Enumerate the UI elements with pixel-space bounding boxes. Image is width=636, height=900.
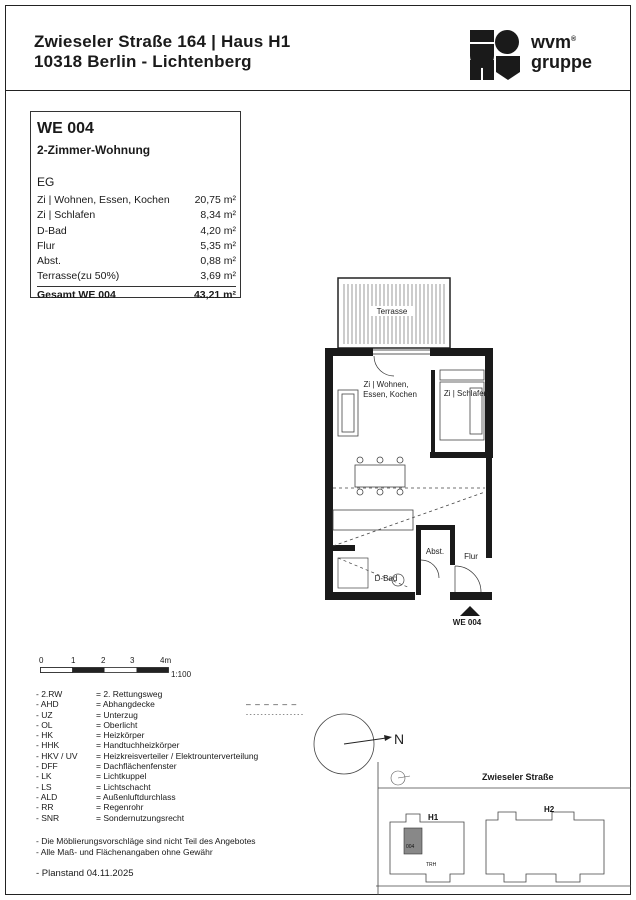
house-h2-label: H2 (544, 805, 555, 814)
site-unit-highlight (404, 828, 422, 854)
room-row: Zi | Schlafen 8,34 m² (37, 209, 236, 222)
legend-row: - RR = Regenrohr (36, 802, 144, 813)
room-label-living: Zi | Wohnen, (363, 380, 409, 389)
svg-text:004: 004 (406, 844, 415, 850)
legend-row: - UZ = Unterzug - - - - - - - - - - - - - - - - (36, 709, 303, 720)
unit-floor: EG (37, 175, 55, 189)
notes (36, 836, 256, 858)
legend-row: - OL = Oberlicht (36, 719, 138, 730)
room-area-table (37, 193, 236, 303)
scale-ratio: 1:100 (171, 670, 192, 679)
address-line-1: Zwieseler Straße 164 | Haus H1 (34, 32, 291, 51)
note-line: - Alle Maß- und Flächenangaben ohne Gewähr (36, 847, 213, 857)
room-row: Terrasse(zu 50%) 3,69 m² (37, 270, 236, 283)
entrance-label: WE 004 (452, 618, 482, 627)
address-line-2: 10318 Berlin - Lichtenberg (34, 52, 252, 71)
header-divider (5, 90, 631, 91)
legend-row: - HK = Heizkörper (36, 730, 145, 741)
legend (36, 689, 303, 823)
unit-type: 2-Zimmer-Wohnung (37, 143, 151, 157)
room-label-bath: D-Bad (374, 574, 398, 583)
legend-row: - SNR = Sondernutzungsrecht (36, 812, 185, 823)
legend-row: - AHD = Abhangdecke – – – – – – (36, 699, 298, 710)
unit-number: WE 004 (37, 120, 94, 137)
site-plan (376, 762, 631, 895)
terrace (338, 278, 450, 348)
legend-row: - DFF = Dachflächenfenster (36, 761, 177, 772)
room-row: Flur 5,35 m² (37, 239, 236, 252)
total-row: Gesamt WE 004 43,21 m² (37, 286, 236, 303)
room-row: Abst. 0,88 m² (37, 255, 236, 268)
room-label-living-2: Essen, Kochen (363, 390, 417, 399)
legend-row: - ALD = Außenluftdurchlass (36, 791, 176, 802)
floor-plan (300, 270, 520, 630)
walls (325, 348, 493, 600)
legend-row: - 2.RW = 2. Rettungsweg (36, 689, 163, 699)
logo-wordmark: wvm® gruppe (531, 32, 592, 72)
legend-row: - HHK = Handtuchheizkörper (36, 740, 180, 751)
room-label-sleep: Zi | Schlafen (443, 389, 489, 398)
entrance-arrow-icon (460, 606, 480, 616)
note-line: - Die Möblierungsvorschläge sind nicht Teil des Angebotes (36, 836, 256, 846)
house-h1-label: H1 (428, 813, 439, 822)
wvm-logo-mark (470, 30, 520, 80)
compass-north-label: N (394, 731, 405, 747)
legend-row: - LS = Lichtschacht (36, 781, 151, 792)
scale-bar-graphic (40, 667, 170, 679)
room-label-storage: Abst. (425, 547, 445, 556)
svg-text:Terrasse: Terrasse (376, 307, 408, 316)
site-street-label: Zwieseler Straße (482, 772, 554, 782)
legend-row: - HKV / UV = Heizkreisverteiler / Elektrounterverteilung (36, 750, 259, 761)
room-row: Zi | Wohnen, Essen, Kochen 20,75 m² (37, 194, 236, 206)
plan-date: - Planstand 04.11.2025 (36, 868, 134, 879)
svg-text:TRH: TRH (426, 862, 437, 868)
room-row: D-Bad 4,20 m² (37, 224, 236, 237)
room-label-hall: Flur (464, 552, 478, 561)
legend-row: - LK = Lichtkuppel (36, 771, 147, 782)
